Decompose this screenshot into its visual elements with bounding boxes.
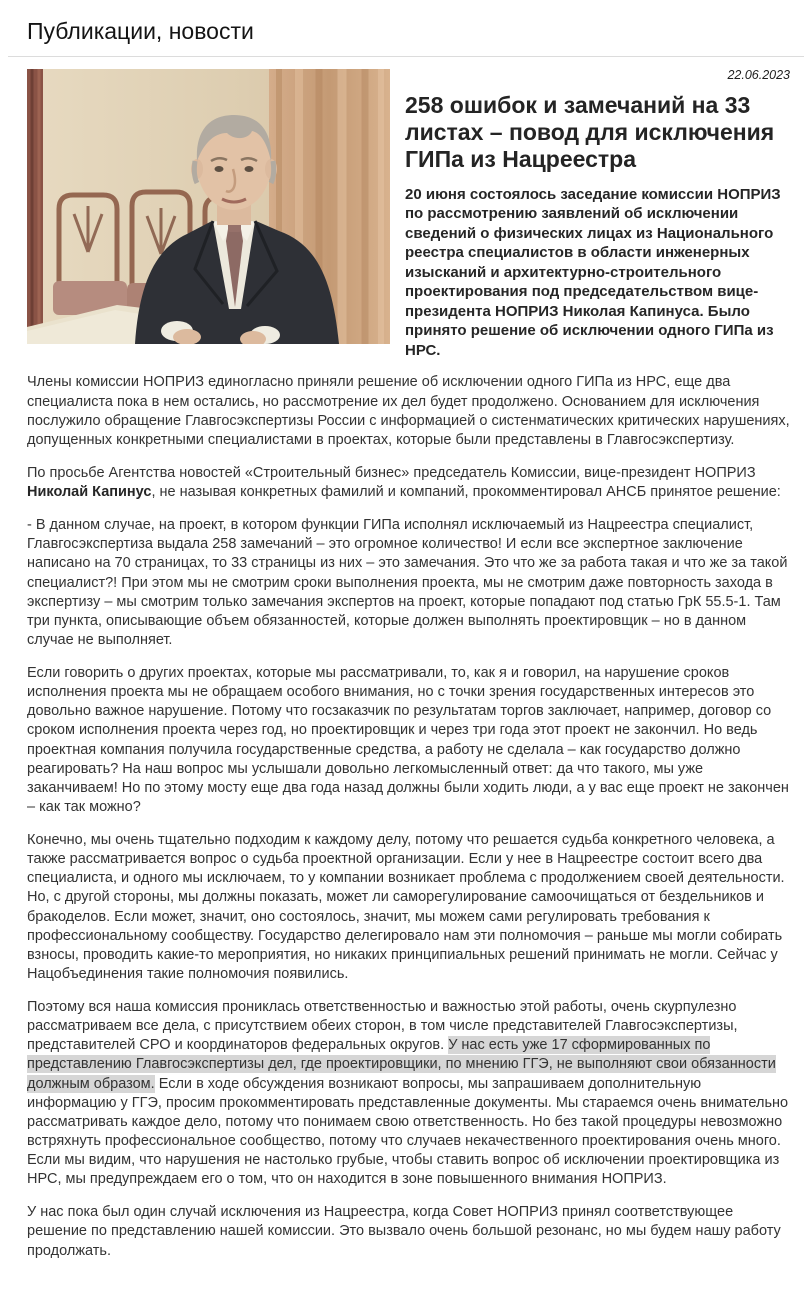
article-paragraph-7 [27,1203,790,1260]
paragraph-text: Члены комиссии НОПРИЗ единогласно приняли решение об исключении одного ГИПа из НРС, еще два специалиста пока в нем остались, но рассмотрение их дел будет продолжено. Основанием для исключения послужило обращение Главгосэкспертизы России с информацией о систенматических критических нарушениях, допущенных конкретными специалистами в проектах, которые были представлены в Главгосэкспертизу. [27,374,790,448]
article-paragraph-3 [27,516,790,650]
paragraph-text: Если говорить о других проектах, которые мы рассматривали, то, как я и говорил, на нарушение сроков исполнения проекта мы не обращаем особого внимания, но с точки зрения государственных интересов это довольно важное нарушение. Потому что госзаказчик по результатам торгов заключает, например, договор со сроком исполнения проекта через год, но проектировщик и через три года этот проект не закончил. Но ведь проектная компания получила государственные средства, а работу не сделала – как государство должно реагировать? На наш вопрос мы услышали довольно легкомысленный ответ: да что такого, мы уже заканчиваем! Но по этому мосту еще два года назад должны были ходить люди, а у вас еще проект не закончен – как так можно? [27,665,789,815]
article-paragraph-6 [27,998,790,1189]
divider [8,56,804,57]
paragraph-text: - В данном случае, на проект, в котором функции ГИПа исполнял исключаемый из Нацреестра специалист, Главгосэкспертиза выдала 258 замечаний – это огромное количество! И если все экспертное заключение написано на 70 страницах, то 33 страницы из них – это замечания. Это что же за работа такая и что же за такой специалист?! При этом мы не смотрим сроки выполнения проекта, мы не смотрим даже повторность захода в экспертизу – мы смотрим только замечания экспертов на проект, которые попадают под статью ГрК 55.5-1. Там три пункта, описывающие объем обязанностей, которые должен выполнять проектировщик – но в данном случае не выполняет. [27,517,788,648]
article-paragraph-1 [27,373,790,450]
article [27,67,790,1261]
article-date: 22.06.2023 [727,68,790,82]
paragraph-text: У нас пока был один случай исключения из Нацреестра, когда Совет НОПРИЗ принял соответствующее решение по представлению нашей комиссии. Это вызвало очень большой резонанс, но мы будем нашу работу продолжать. [27,1204,781,1259]
article-paragraph-4 [27,664,790,817]
paragraph-text: По просьбе Агентства новостей «Строительный бизнес» председатель Комиссии, вице-президент НОПРИЗ [27,464,756,481]
paragraph-text: , не называя конкретных фамилий и компаний, прокомментировал АНСБ принятое решение: [151,484,781,500]
paragraph-text: Если в ходе обсуждения возникают вопросы, мы запрашиваем дополнительную информацию у ГГЭ, просим прокомментировать представленные документы. Мы стараемся очень внимательно рассматривать каждое дело, потому что понимаем свою ответственность. Но без такой процедуры невозможно встряхнуть профессиональное сообщество, потому что случаев некачественного проектирования очень много. Если мы видим, что нарушения не настолько грубые, чтобы ставить вопрос об исключении проектировщика из НРС, мы предупреждаем его о том, что он находится в зоне повышенного внимания НОПРИЗ. [27,1075,789,1188]
paragraph-text: Конечно, мы очень тщательно подходим к каждому делу, потому что решается судьба конкретного человека, а также рассматривается вопрос о судьба проектной организации. Если у нее в Нацреестре состоит всего два специалиста, и одного мы исключаем, то у компании возникает проблема с продолжением своей деятельности. Но, с другой стороны, мы должны показать, может ли саморегулирование самоочищаться от бездельников и бракоделов. Если может, значит, оно состоялось, значит, мы можем сами регулировать требования к профессиональному сообществу. Государство делегировало нам эти полномочия – раньше мы могли собирать взносы, проводить какие-то мероприятия, но никаких принципиальных решений принимать не могли. Сейчас у Нацобъединения такие полномочия появились. [27,832,785,982]
page-title: Публикации, новости [27,18,254,44]
photo-illustration [27,69,390,344]
article-paragraph-5 [27,831,790,984]
article-photo [27,69,390,344]
paragraph-text: Поэтому вся наша комиссия прониклась ответственностью и важностью этой работы, очень скурпулезно рассматриваем все дела, с присутствием обеих сторон, в том числе представителей Главгосэкспертизы, представителей СРО и координаторов федеральных округов. [27,999,738,1054]
article-lead: 20 июня состоялось заседание комиссии НОПРИЗ по рассмотрению заявлений об исключении сведений о физических лицах из Национального реестра специалистов в области инженерных изысканий и архитектурно-строительного проектирования под председательством вице-президента НОПРИЗ Николая Капинуса. Было принято решение об исключении одного ГИПа из НРС. [405,185,781,359]
article-paragraph-2 [27,464,790,502]
article-headline: 258 ошибок и замечаний на 33 листах – повод для исключения ГИПа из Нацреестра [405,91,775,172]
highlighted-text: У нас есть уже 17 сформированных по представлению Главгосэкспертизы дел, где проектировщики, по мнению ГГЭ, не выполняют свои обязанности должным образом. [27,1037,776,1092]
person-name: Николай Капинус [27,484,152,500]
